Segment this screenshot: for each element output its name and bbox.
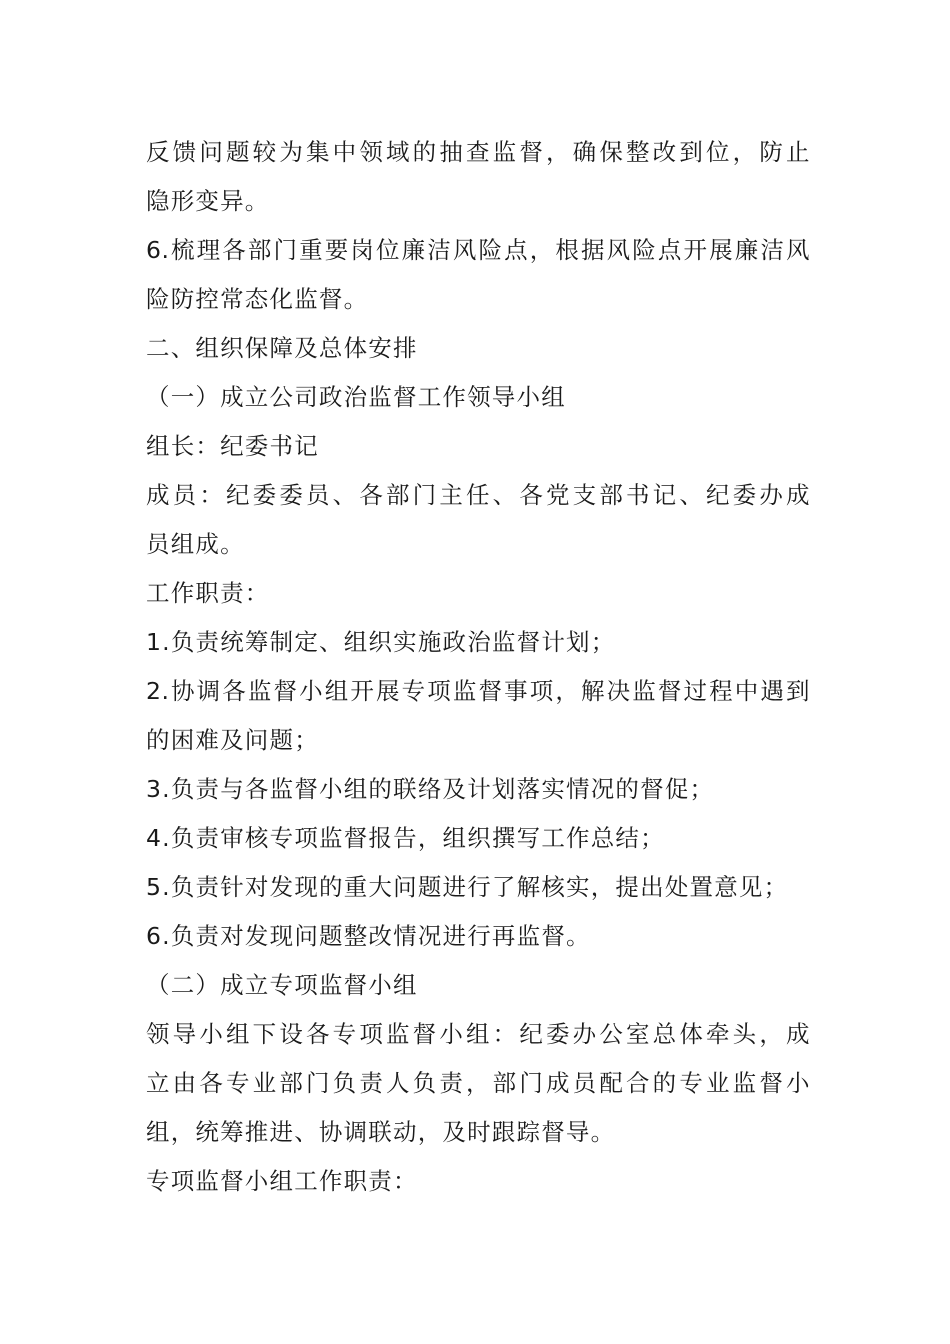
list-item-line: 1.负责统筹制定、组织实施政治监督计划； [146, 628, 616, 656]
paragraph-line: 反馈问题较为集中领域的抽查监督，确保整改到位，防止 [146, 138, 810, 166]
list-item-line: 的困难及问题； [146, 726, 319, 754]
list-item-line: 4.负责审核专项监督报告，组织撰写工作总结； [146, 824, 665, 852]
paragraph-line: 立由各专业部门负责人负责，部门成员配合的专业监督小 [146, 1069, 810, 1097]
subsection-heading: （一）成立公司政治监督工作领导小组 [146, 383, 566, 411]
document-body [146, 128, 810, 1206]
paragraph-line: 隐形变异。 [146, 187, 270, 215]
paragraph-line: 组，统筹推进、协调联动，及时跟踪督导。 [146, 1118, 616, 1146]
list-item-line: 险防控常态化监督。 [146, 285, 369, 313]
paragraph-line: 工作职责： [146, 579, 270, 607]
list-item-line: 6.负责对发现问题整改情况进行再监督。 [146, 922, 591, 950]
paragraph-line: 成员：纪委委员、各部门主任、各党支部书记、纪委办成 [146, 481, 810, 509]
list-item-line: 3.负责与各监督小组的联络及计划落实情况的督促； [146, 775, 715, 803]
list-item-line: 6.梳理各部门重要岗位廉洁风险点，根据风险点开展廉洁风 [146, 236, 810, 264]
list-item-line: 2.协调各监督小组开展专项监督事项，解决监督过程中遇到 [146, 677, 810, 705]
paragraph-line: 领导小组下设各专项监督小组：纪委办公室总体牵头，成 [146, 1020, 810, 1048]
list-item-line: 5.负责针对发现的重大问题进行了解核实，提出处置意见； [146, 873, 789, 901]
paragraph-line: 专项监督小组工作职责： [146, 1167, 418, 1195]
paragraph-line: 员组成。 [146, 530, 245, 558]
section-heading: 二、组织保障及总体安排 [146, 334, 418, 362]
subsection-heading: （二）成立专项监督小组 [146, 971, 418, 999]
paragraph-line: 组长：纪委书记 [146, 432, 319, 460]
